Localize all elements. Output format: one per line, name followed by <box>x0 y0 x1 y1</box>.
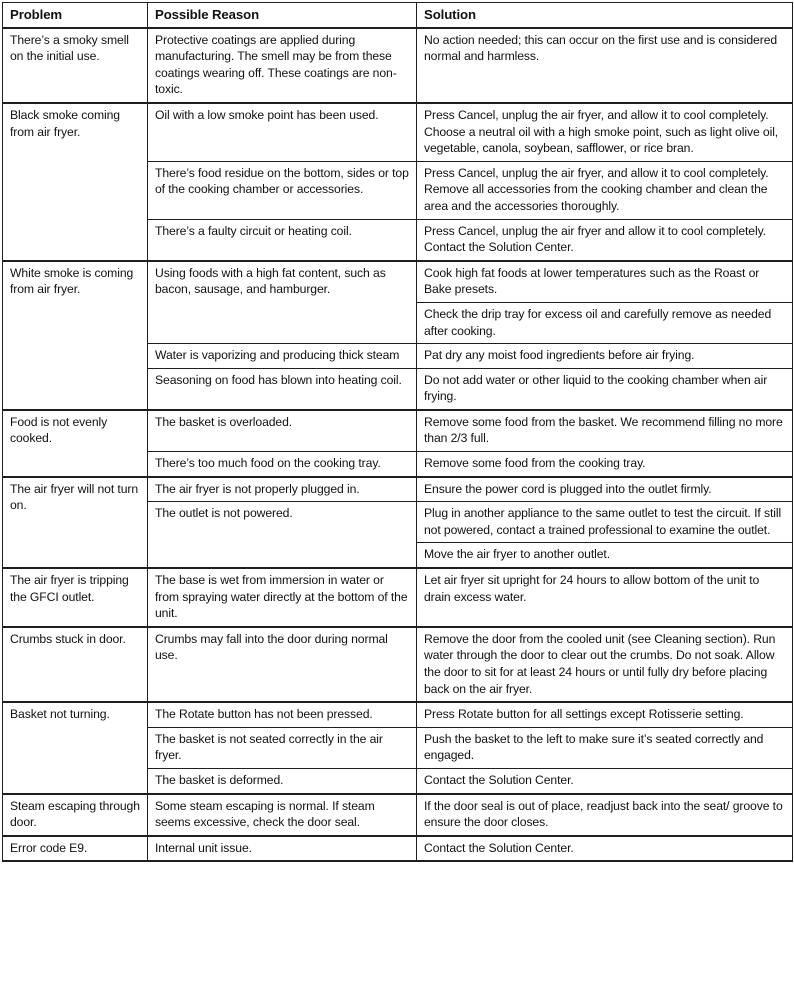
problem-cell: Crumbs stuck in door. <box>3 627 148 702</box>
solution-cell: Contact the Solution Center. <box>417 768 793 793</box>
reason-cell: Using foods with a high fat content, such as bacon, sausage, and hamburger. <box>148 261 417 344</box>
problem-cell: The air fryer is tripping the GFCI outlet. <box>3 568 148 627</box>
header-problem: Problem <box>3 3 148 28</box>
solution-cell: Check the drip tray for excess oil and carefully remove as needed after cooking. <box>417 302 793 343</box>
reason-cell: The basket is overloaded. <box>148 410 417 452</box>
problem-cell: Error code E9. <box>3 836 148 862</box>
reason-cell: The base is wet from immersion in water or from spraying water directly at the bottom of the unit. <box>148 568 417 627</box>
table-row <box>3 28 793 103</box>
table-row <box>3 627 793 702</box>
solution-cell: Cook high fat foods at lower temperatures such as the Roast or Bake presets. <box>417 261 793 303</box>
problem-cell: Basket not turning. <box>3 702 148 793</box>
solution-cell: Contact the Solution Center. <box>417 836 793 862</box>
table-row <box>3 702 793 727</box>
solution-cell: Push the basket to the left to make sure it’s seated correctly and engaged. <box>417 727 793 768</box>
table-row <box>3 568 793 627</box>
reason-cell: The basket is deformed. <box>148 768 417 793</box>
problem-cell: There’s a smoky smell on the initial use. <box>3 28 148 103</box>
table-row <box>3 836 793 862</box>
reason-cell: Internal unit issue. <box>148 836 417 862</box>
problem-cell: Black smoke coming from air fryer. <box>3 103 148 261</box>
reason-cell: The air fryer is not properly plugged in. <box>148 477 417 502</box>
solution-cell: Let air fryer sit upright for 24 hours to allow bottom of the unit to drain excess water. <box>417 568 793 627</box>
reason-cell: Oil with a low smoke point has been used. <box>148 103 417 161</box>
table-row <box>3 103 793 161</box>
reason-cell: Seasoning on food has blown into heating coil. <box>148 368 417 410</box>
reason-cell: Water is vaporizing and producing thick steam <box>148 344 417 369</box>
reason-cell: There’s a faulty circuit or heating coil. <box>148 219 417 261</box>
solution-cell: Do not add water or other liquid to the cooking chamber when air frying. <box>417 368 793 410</box>
solution-cell: Remove the door from the cooled unit (see Cleaning section). Run water through the door to clear out the crumbs. Do not soak. Allow the door to sit for at least 24 hours or until fully dry before placing back on the air fryer. <box>417 627 793 702</box>
problem-cell: The air fryer will not turn on. <box>3 477 148 568</box>
problem-cell: White smoke is coming from air fryer. <box>3 261 148 410</box>
reason-cell: The outlet is not powered. <box>148 502 417 568</box>
header-solution: Solution <box>417 3 793 28</box>
reason-cell: The Rotate button has not been pressed. <box>148 702 417 727</box>
solution-cell: No action needed; this can occur on the first use and is considered normal and harmless. <box>417 28 793 103</box>
reason-cell: The basket is not seated correctly in the air fryer. <box>148 727 417 768</box>
solution-cell: Ensure the power cord is plugged into the outlet firmly. <box>417 477 793 502</box>
table-row <box>3 477 793 502</box>
reason-cell: There’s food residue on the bottom, sides or top of the cooking chamber or accessories. <box>148 161 417 219</box>
solution-cell: If the door seal is out of place, readjust back into the seat/ groove to ensure the door closes. <box>417 794 793 836</box>
table-body <box>3 28 793 862</box>
solution-cell: Remove some food from the basket. We recommend filling no more than 2/3 full. <box>417 410 793 452</box>
troubleshooting-table <box>2 2 793 862</box>
reason-cell: There’s too much food on the cooking tray. <box>148 452 417 477</box>
problem-cell: Steam escaping through door. <box>3 794 148 836</box>
solution-cell: Remove some food from the cooking tray. <box>417 452 793 477</box>
solution-cell: Press Cancel, unplug the air fryer, and allow it to cool completely. Choose a neutral oil with a high smoke point, such as light olive oil, vegetable, canola, soybean, safflower, or rice bran. <box>417 103 793 161</box>
problem-cell: Food is not evenly cooked. <box>3 410 148 477</box>
table-row <box>3 794 793 836</box>
header-possible-reason: Possible Reason <box>148 3 417 28</box>
reason-cell: Some steam escaping is normal. If steam seems excessive, check the door seal. <box>148 794 417 836</box>
solution-cell: Press Cancel, unplug the air fryer, and allow it to cool completely. Remove all accessories from the cooking chamber and clean the area and the accessories thoroughly. <box>417 161 793 219</box>
solution-cell: Plug in another appliance to the same outlet to test the circuit. If still not powered, contact a trained professional to examine the outlet. <box>417 502 793 543</box>
header-row <box>3 3 793 28</box>
solution-cell: Press Rotate button for all settings except Rotisserie setting. <box>417 702 793 727</box>
table-row <box>3 261 793 303</box>
solution-cell: Move the air fryer to another outlet. <box>417 543 793 568</box>
solution-cell: Pat dry any moist food ingredients before air frying. <box>417 344 793 369</box>
solution-cell: Press Cancel, unplug the air fryer and allow it to cool completely. Contact the Solution Center. <box>417 219 793 261</box>
reason-cell: Crumbs may fall into the door during normal use. <box>148 627 417 702</box>
table-row <box>3 410 793 452</box>
reason-cell: Protective coatings are applied during manufacturing. The smell may be from these coatings wearing off. These coatings are non-toxic. <box>148 28 417 103</box>
